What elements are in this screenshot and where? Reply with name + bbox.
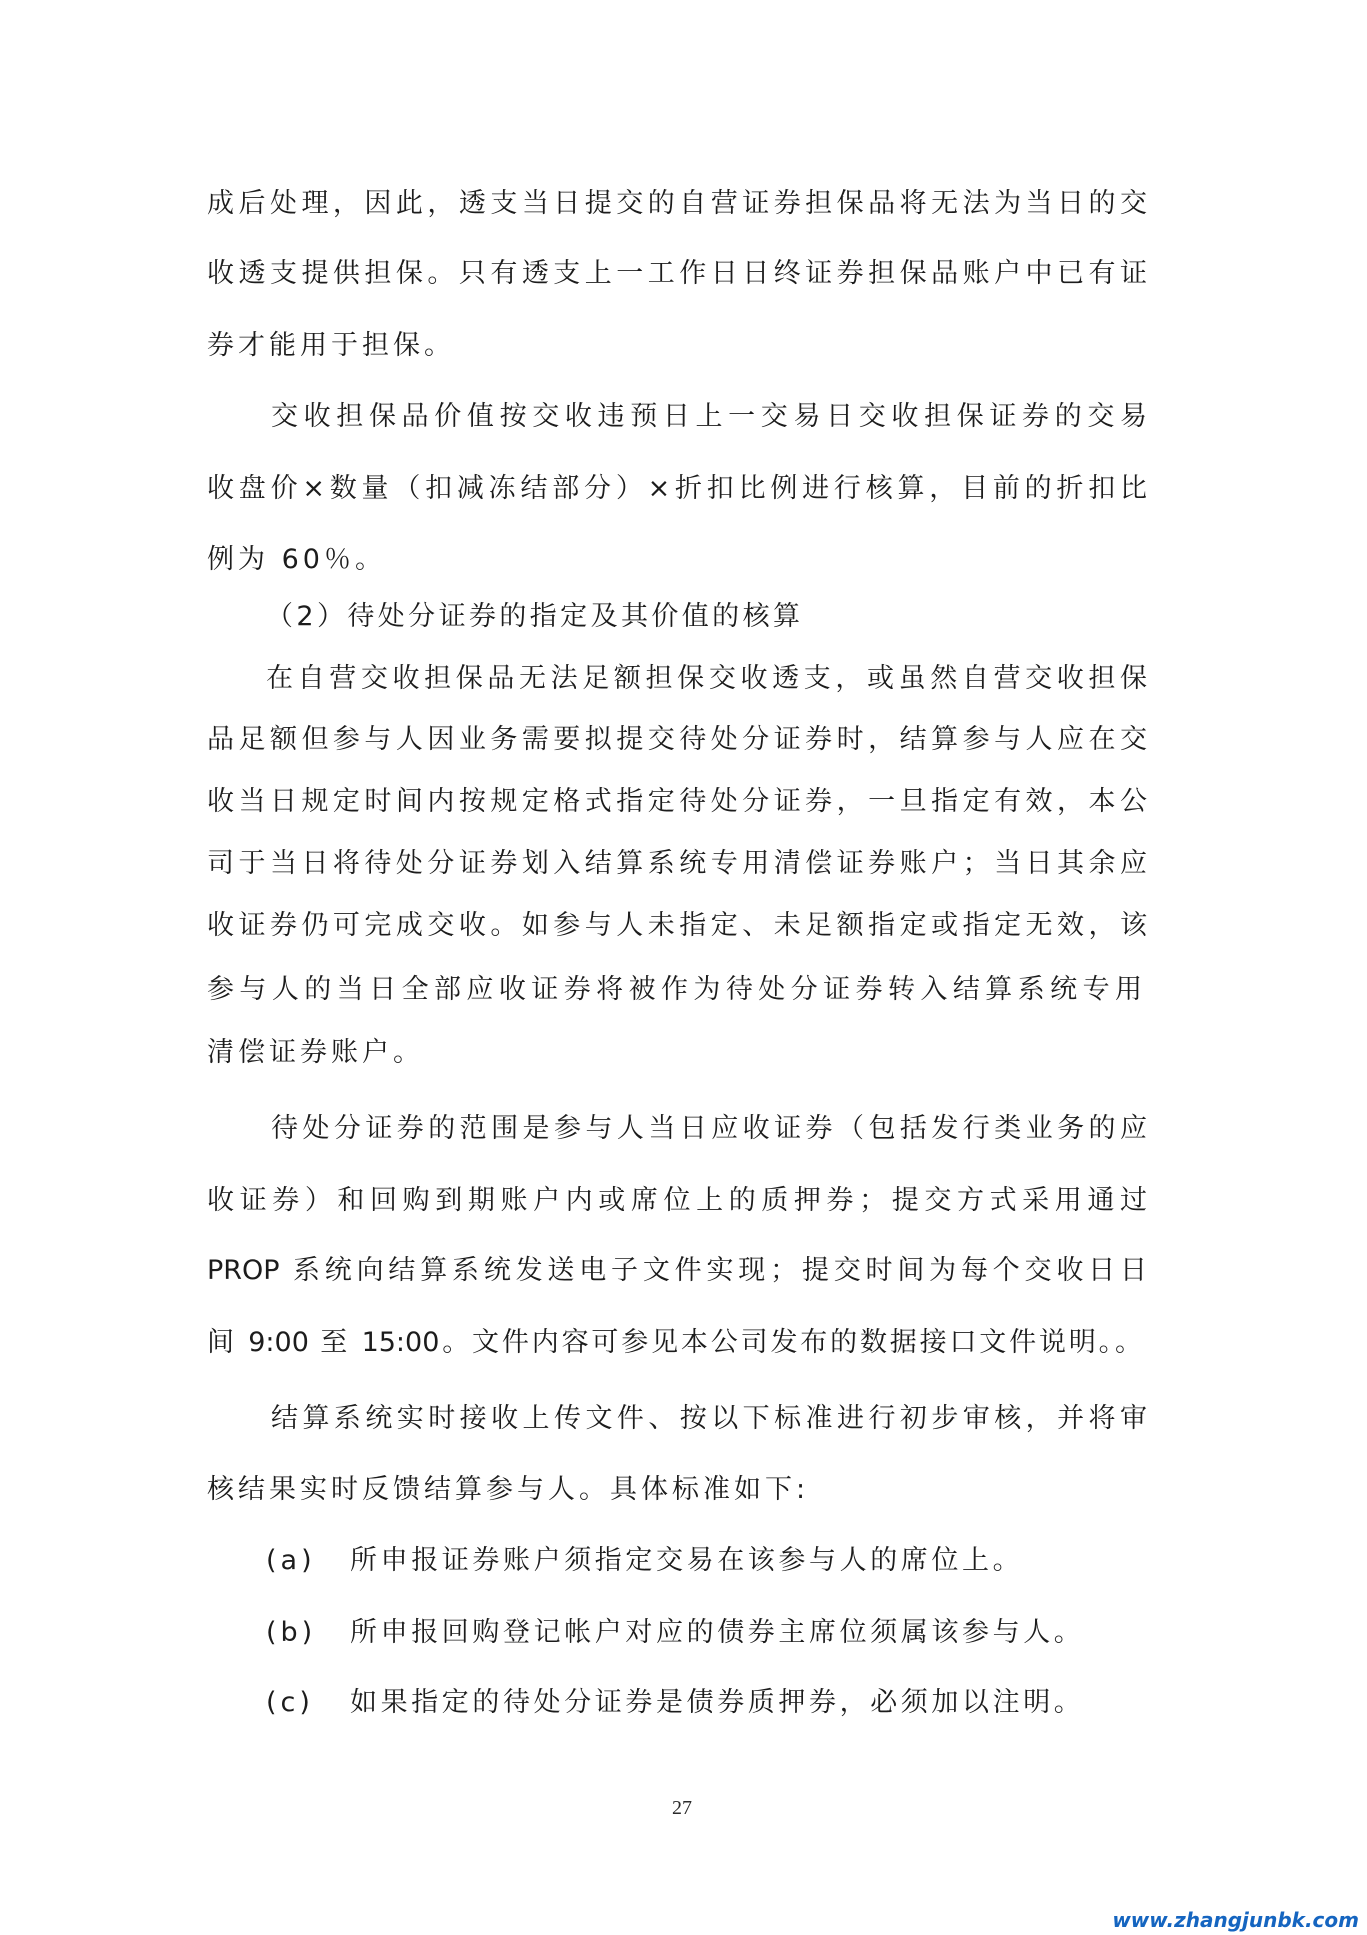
text-line: 核结果实时反馈结算参与人。具体标准如下: <box>207 1474 810 1505</box>
text-line: 参与人的当日全部应收证券将被作为待处分证券转入结算系统专用 <box>207 974 1142 1005</box>
text-line: 间 9:00 至 15:00。文件内容可参见本公司发布的数据接口文件说明。。 <box>207 1327 1142 1358</box>
text-line: 在自营交收担保品无法足额担保交收透支，或虽然自营交收担保 <box>266 663 1147 694</box>
text-line: 例为 60％。 <box>207 544 386 575</box>
watermark-text: www.zhangjunbk.com <box>1112 1908 1359 1932</box>
list-item-label: (b) <box>266 1617 317 1648</box>
text-line: 收盘价×数量（扣减冻结部分）×折扣比例进行核算，目前的折扣比 <box>207 473 1147 504</box>
text-line: 清偿证券账户。 <box>207 1037 424 1068</box>
text-line: 收证券）和回购到期账户内或席位上的质押券；提交方式采用通过 <box>207 1185 1147 1216</box>
text-line: 交收担保品价值按交收违预日上一交易日交收担保证券的交易 <box>271 401 1147 432</box>
list-item-text: 所申报证券账户须指定交易在该参与人的席位上。 <box>350 1545 1024 1576</box>
list-item-label: (c) <box>266 1687 314 1718</box>
page-number: 27 <box>672 1797 692 1819</box>
text-line: 成后处理，因此，透支当日提交的自营证券担保品将无法为当日的交 <box>207 188 1147 219</box>
text-line: 收透支提供担保。只有透支上一工作日日终证券担保品账户中已有证 <box>207 258 1147 289</box>
text-line: 收证券仍可完成交收。如参与人未指定、未足额指定或指定无效，该 <box>207 910 1147 941</box>
text-line: 券才能用于担保。 <box>207 330 455 361</box>
text-line: 收当日规定时间内按规定格式指定待处分证券，一旦指定有效，本公 <box>207 786 1147 817</box>
list-item-label: (a) <box>266 1545 316 1576</box>
list-item-text: 所申报回购登记帐户对应的债券主席位须属该参与人。 <box>350 1617 1085 1648</box>
list-item-text: 如果指定的待处分证券是债券质押券，必须加以注明。 <box>350 1687 1085 1718</box>
text-line: 待处分证券的范围是参与人当日应收证券（包括发行类业务的应 <box>271 1113 1147 1144</box>
section-heading: （2）待处分证券的指定及其价值的核算 <box>266 601 804 632</box>
text-line: PROP 系统向结算系统发送电子文件实现；提交时间为每个交收日日 <box>207 1255 1147 1286</box>
text-line: 司于当日将待处分证券划入结算系统专用清偿证券账户；当日其余应 <box>207 848 1147 879</box>
text-line: 结算系统实时接收上传文件、按以下标准进行初步审核，并将审 <box>271 1403 1147 1434</box>
text-line: 品足额但参与人因业务需要拟提交待处分证券时，结算参与人应在交 <box>207 724 1147 755</box>
